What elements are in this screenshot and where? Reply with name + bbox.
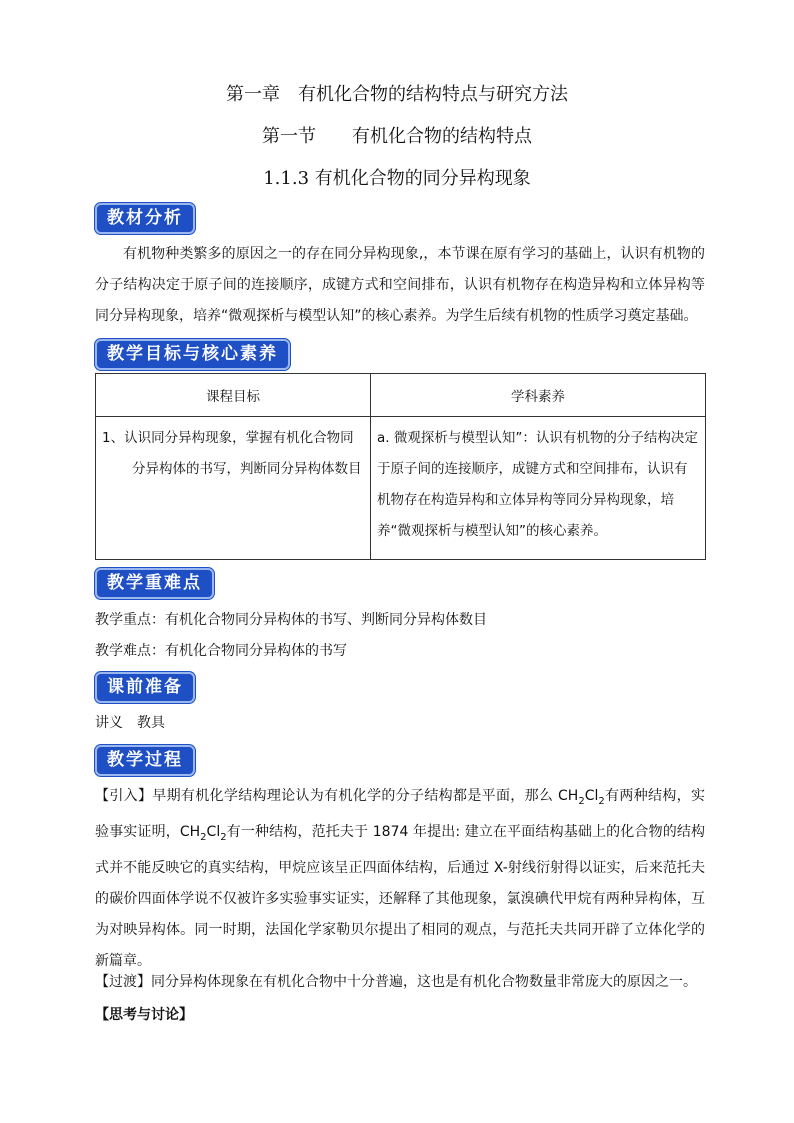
course-goal-line-2: 分异构体的书写，判断同分异构体数目 [132,461,362,477]
think-discuss-heading: 【思考与讨论】 [95,1007,193,1023]
section-title: 第一节 有机化合物的结构特点 [262,126,532,147]
course-goal-line-1: 1、认识同分异构现象，掌握有机化合物同 [102,430,354,446]
section-badge-key-points: 教学重难点 [95,568,214,599]
key-point-text: 教学重点：有机化合物同分异构体的书写、判断同分异构体数目 [95,612,487,628]
transition-paragraph: 【过渡】同分异构体现象在有机化合物中十分普遍，这也是有机化合物数量非常庞大的原因之一。 [95,974,697,990]
analysis-paragraph: 有机物种类繁多的原因之一的存在同分异构现象,，本节课在原有学习的基础上，认识有机物的分子结构决定于原子间的连接顺序，成键方式和空间排布，认识有机物存在构造异构和立体异构等同分异构现象，培养“微观探析与模型认知”的核心素养。为学生后续有机物的性质学习奠定基础。 [95,246,705,324]
table-row [96,417,706,560]
header-course-goal: 课程目标 [96,374,371,417]
section-badge-process: 教学过程 [95,745,195,776]
transition-label: 【过渡】 [95,974,151,990]
lesson-title: 1.1.3 有机化合物的同分异构现象 [263,168,531,189]
goals-table [95,373,706,560]
intro-paragraph: 【引入】早期有机化学结构理论认为有机化学的分子结构都是平面，那么 $CH_2Cl_2$有两种结构，实验事实证明，$CH_2Cl_2$有一种结构，范托夫于 1874 年提出: 建立在平面结构基础上的化合物的结构式并不能反映它的真实结构，甲烷应该呈正四面体结构，后通过 X-射线衍射得以证实，后来范托夫的碳价四面体学说不仅被许多实验事实证实，还解释了其他现象，氯溴碘代甲烷有两种异构体，互为对映异构体。同一时期，法国化学家勒贝尔提出了相同的观点，与范托夫共同开辟了立体化学的新篇章。 [95,788,705,969]
section-badge-goals: 教学目标与核心素养 [95,339,290,370]
header-subject-literacy: 学科素养 [371,374,706,417]
prep-text: 讲义 教具 [95,715,165,731]
section-badge-prep: 课前准备 [95,672,195,703]
subject-literacy-cell: a. 微观探析与模型认知”：认识有机物的分子结构决定于原子间的连接顺序，成键方式和空间排布，认识有机物存在构造异构和立体异构等同分异构现象，培养“微观探析与模型认知”的核心素养。 [371,417,706,560]
section-badge-analysis: 教材分析 [95,203,195,234]
course-goal-cell [96,417,371,560]
table-header-row [96,374,706,417]
intro-label: 【引入】 [95,788,153,804]
difficult-point-text: 教学难点：有机化合物同分异构体的书写 [95,643,347,659]
chapter-title: 第一章 有机化合物的结构特点与研究方法 [226,84,568,105]
